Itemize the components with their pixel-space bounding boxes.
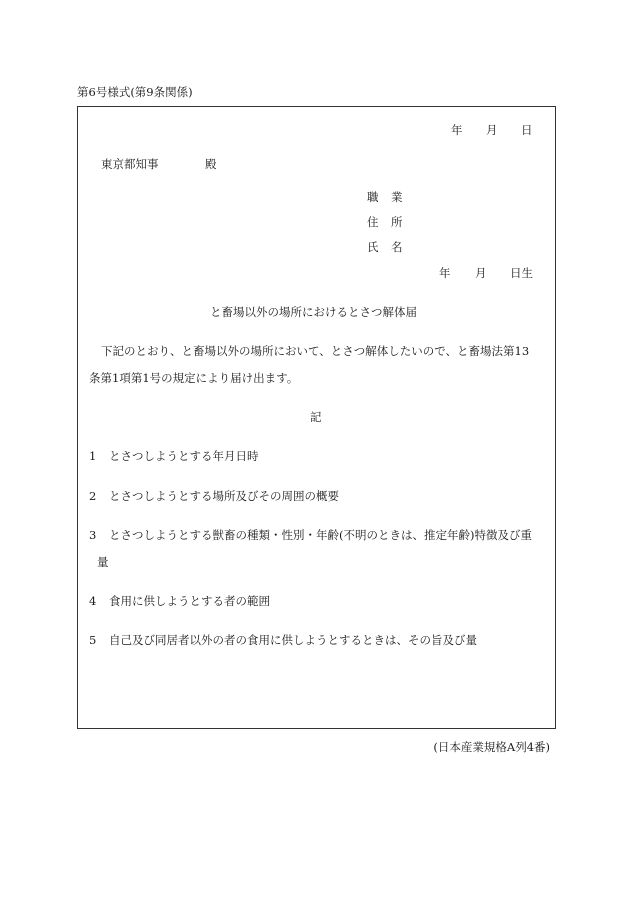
name-char-2: 名 [391,240,403,254]
date-year: 年 [451,123,463,137]
date-day: 日 [521,123,533,137]
list-item [89,448,259,464]
addressee-name: 東京都知事 [101,157,159,171]
item-text: とさつしようとする獣畜の種類・性別・年齢(不明のときは、推定年齢)特徴及び重 [109,528,532,542]
item-number: 3 [89,528,97,542]
list-item [89,632,477,648]
body-line-2: 条第1項第1号の規定により届け出ます。 [89,371,299,385]
list-item [89,527,532,543]
date-month: 月 [486,123,498,137]
item-continuation: 量 [97,555,109,569]
occupation-char-1: 職 [367,190,379,204]
document-title: と畜場以外の場所におけるとさつ解体届 [210,305,417,319]
name-char-1: 氏 [367,240,379,254]
address-char-2: 所 [391,215,403,229]
list-item [89,488,339,504]
item-text: 食用に供しようとする者の範囲 [109,594,270,608]
item-number: 2 [89,489,97,503]
birth-day: 日生 [510,266,533,280]
birth-month: 月 [475,266,487,280]
occupation-char-2: 業 [391,190,403,204]
list-item [89,593,270,609]
body-line-1: 下記のとおり、と畜場以外の場所において、とさつ解体したいので、と畜場法第13 [101,344,530,358]
addressee-honorific: 殿 [205,157,217,171]
ki-heading: 記 [310,410,322,424]
address-char-1: 住 [367,215,379,229]
birth-year: 年 [439,266,451,280]
item-text: 自己及び同居者以外の者の食用に供しようとするときは、その旨及び量 [109,633,477,647]
form-label: 第6号様式(第9条関係) [77,85,193,99]
paper-size-note: (日本産業規格A列4番) [433,740,550,754]
item-number: 5 [89,633,97,647]
item-text: とさつしようとする年月日時 [109,449,259,463]
item-text: とさつしようとする場所及びその周囲の概要 [109,489,339,503]
item-number: 1 [89,449,97,463]
item-number: 4 [89,594,97,608]
